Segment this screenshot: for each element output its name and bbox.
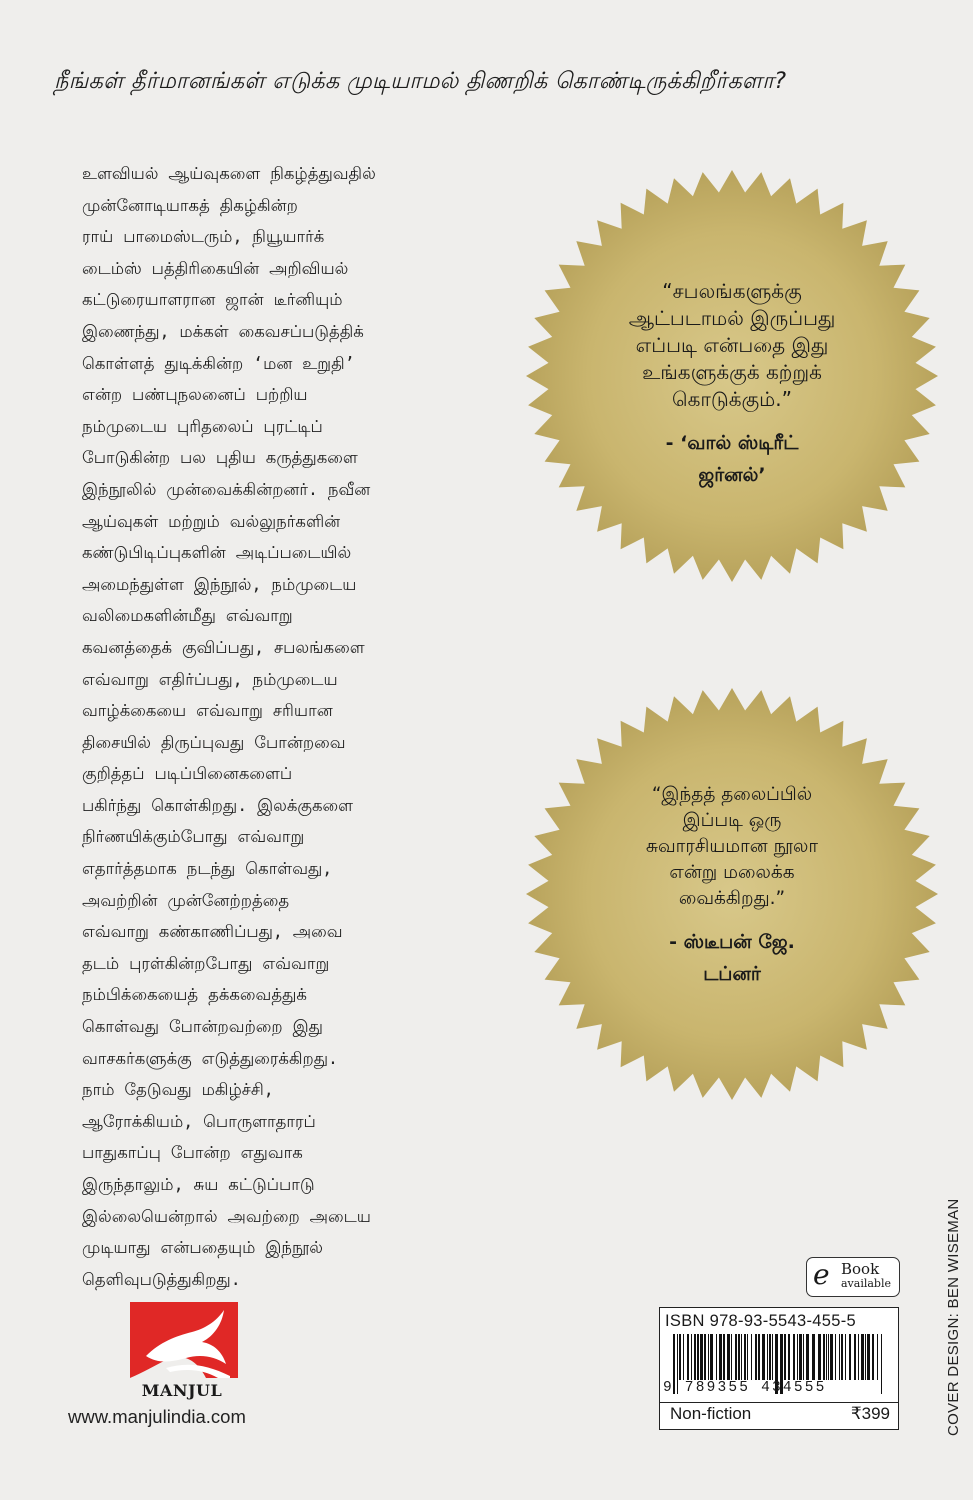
blurb-line: இணைந்து, மக்கள் கைவசப்படுத்திக் [82,321,364,341]
review-attribution-2 [522,926,942,990]
quote-line: கொடுக்கும்.” [672,387,792,411]
blurb-line: இந்நூலில் முன்வைக்கின்றனர். நவீன [82,479,371,499]
blurb-line: முடியாது என்பதையும் இந்நூல் [82,1238,323,1258]
blurb-line: கொள்ளத் துடிக்கின்ற ‘மன உறுதி’ [82,353,355,373]
quote-line: என்று மலைக்க [669,862,795,883]
blurb-line: எவ்வாறு கண்காணிப்பது, அவை [82,922,343,942]
blurb-line: வலிமைகளின்மீது எவ்வாறு [82,606,293,626]
blurb-line: கவனத்தைக் குவிப்பது, சபலங்களை [82,637,365,657]
blurb-line: போடுகின்ற பல புதிய கருத்துகளை [82,448,358,468]
quote-line: “இந்தத் தலைப்பில் [651,784,813,805]
blurb-line: தெளிவுபடுத்துகிறது. [82,1269,241,1289]
blurb-line: உளவியல் ஆய்வுகளை நிகழ்த்துவதில் [82,164,376,183]
blurb-line: என்ற பண்புநலனைப் பற்றிய [82,385,308,405]
blurb-line: பாதுகாப்பு போன்ற எதுவாக [82,1143,303,1163]
attribution-line: - ‘வால் ஸ்டிரீட் [665,432,799,454]
blurb-line: நம்பிக்கையைத் தக்கவைத்துக் [82,985,307,1005]
cover-design-credit: COVER DESIGN: BEN WISEMAN [945,1198,962,1436]
blurb-line: நம்முடைய புரிதலைப் புரட்டிப் [82,416,323,436]
review-attribution-1 [522,427,942,491]
blurb-line: திசையில் திருப்புவது போன்றவை [82,732,346,752]
review-seal-1 [522,166,942,586]
quote-line: உங்களுக்குக் கற்றுக் [642,360,822,384]
ebook-available-badge [806,1257,900,1297]
quote-line: சுவாரசியமான நூலா [645,836,819,857]
review-quote-2 [522,782,942,912]
blurb-line: இருந்தாலும், சுய கட்டுப்பாடு [82,1175,315,1194]
quote-line: வைக்கிறது.” [678,888,786,909]
blurb-line: முன்னோடியாகத் திகழ்கின்ற [82,195,298,215]
blurb-line: இல்லையென்றால் அவற்றை அடைய [82,1206,371,1226]
manjul-logo-icon [126,1298,244,1388]
publisher-logo-text: MANJUL [141,1381,223,1400]
blurb-line: அமைந்துள்ள இந்நூல், நம்முடைய [82,574,357,594]
attribution-line: - ஸ்டீபன் ஜே. [669,931,795,953]
blurb-line: டைம்ஸ் பத்திரிகையின் அறிவியல் [82,258,349,278]
quote-line: “சபலங்களுக்கு [662,279,802,303]
blurb-line: வாழ்க்கையை எவ்வாறு சரியான [82,701,333,721]
publisher-website-link[interactable]: www.manjulindia.com [68,1406,246,1427]
attribution-line: டப்னர் [703,963,761,985]
blurb-line: கட்டுரையாளரான ஜான் டீர்னியும் [82,290,343,310]
attribution-line: ஜர்னல்’ [698,464,766,486]
blurb-line: குறித்தப் படிப்பினைகளைப் [82,764,293,784]
blurb-line: கண்டுபிடிப்புகளின் அடிப்படையில் [82,543,352,563]
isbn-text: ISBN 978-93-5543-455-5 [665,1312,856,1330]
barcode-panel [659,1307,899,1430]
blurb-line: நிர்ணயிக்கும்போது எவ்வாறு [82,827,305,847]
blurb-line: தடம் புரள்கின்றபோது எவ்வாறு [82,953,330,973]
review-quote-1 [522,278,942,413]
blurb-line: ஆரோக்கியம், பொருளாதாரப் [82,1111,316,1131]
quote-line: எப்படி என்பதை இது [635,333,829,357]
book-price: ₹399 [850,1404,890,1423]
ebook-label: Book [841,1260,880,1278]
blurb-line: எதார்த்தமாக நடந்து கொள்வது, [82,859,333,879]
blurb-line: ராய் பாமைஸ்டரும், நியூயார்க் [82,227,325,247]
blurb-line: அவற்றின் முன்னேற்றத்தை [82,890,290,910]
review-seal-2 [522,684,942,1104]
blurb-line: ஆய்வுகள் மற்றும் வல்லுநர்களின் [82,511,341,531]
blurb-text [82,158,502,1295]
book-category: Non-fiction [670,1404,752,1423]
blurb-line: நாம் தேடுவது மகிழ்ச்சி, [82,1080,274,1100]
divider [660,1402,898,1403]
quote-line: இப்படி ஒரு [682,810,782,831]
ebook-available-label: available [841,1277,891,1290]
blurb-line: எவ்வாறு எதிர்ப்பது, நம்முடைய [82,669,338,689]
quote-line: ஆட்படாமல் இருப்பது [628,306,836,330]
blurb-line: வாசகர்களுக்கு எடுத்துரைக்கிறது. [82,1048,338,1068]
blurb-line: கொள்வது போன்றவற்றை இது [82,1017,323,1037]
barcode-digits: 9 789355 434555 [663,1380,827,1396]
headline: நீங்கள் தீர்மானங்கள் எடுக்க முடியாமல் திணறிக் கொண்டிருக்கிறீர்களா? [54,68,787,94]
blurb-line: பகிர்ந்து கொள்கிறது. இலக்குகளை [82,795,354,815]
ebook-e-icon: e [813,1258,830,1291]
